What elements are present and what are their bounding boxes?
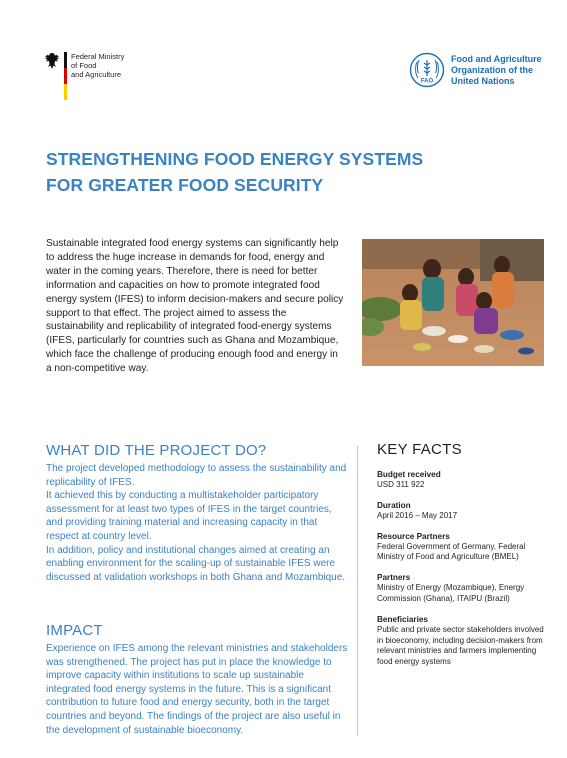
intro-paragraph: Sustainable integrated food energy systems can significantly help to address the huge increase in demands for food, energy and water in the coming years. Therefore, there is need for better information and capacities on how to promote integrated food energy system (IFES) to inform decision-makers and secure policy support to that effect. The project aimed to assess the sustainability and replicability of integrated food-energy systems (IFES, particularly for countries such as Ghana and Mozambique, which face the challenge of producing enough food and energy in a non-competitive way. [46,238,344,375]
key-facts-heading: KEY FACTS [377,441,462,458]
key-fact-label: Budget received [377,470,441,479]
key-fact-duration [377,500,552,522]
svg-text:FAO: FAO [420,78,434,85]
key-fact-value: USD 311 922 [377,480,425,489]
what-paragraph-3: In addition, policy and institutional changes aimed at creating an enabling environment for the scaling-up of sustainable IFES were discussed at validation workshops in both Ghana and Mozambique. [46,544,346,583]
federal-eagle-icon [44,52,60,70]
key-fact-budget [377,469,552,491]
impact-section-body: Experience on IFES among the relevant ministries and stakeholders was strengthened. The project has put in place the knowledge to improve capacity within institutions to scale up sustainable integrated food energy systems in the future. This is a significant contribution to future food and energy security, both in the target countries and beyond. The findings of the project are also useful in the development of sustainable bioeconomy. [46,643,348,736]
bmel-name: Federal Ministry of Food and Agriculture [71,52,125,79]
key-fact-value: Ministry of Energy (Mozambique), Energy Commission (Ghana), ITAIPU (Brazil) [377,583,525,603]
page-title [46,146,506,198]
what-section-body [46,462,351,584]
key-fact-value: Public and private sector stakeholders involved in bioeconomy, including decision-makers from relevant ministries and farmers implementing food energy systems [377,624,544,667]
key-facts-panel [377,441,552,677]
section-heading-impact: IMPACT [46,622,103,639]
key-fact-partners [377,572,552,605]
key-fact-value: April 2016 – May 2017 [377,510,458,520]
fao-name: Food and Agriculture Organization of the United Nations [451,54,542,86]
key-fact-label: Duration [377,500,411,510]
key-fact-label: Partners [377,573,411,583]
title-line-2: FOR GREATER FOOD SECURITY [46,175,324,195]
section-heading-what: WHAT DID THE PROJECT DO? [46,442,267,459]
key-fact-value: Federal Government of Germany, Federal Ministry of Food and Agriculture (BMEL) [377,541,526,562]
fao-logo [409,52,559,92]
what-paragraph-2: It achieved this by conducting a multistakeholder participatory assessment for at least two types of IFES in the target countries, and providing training material and increasing capacity in that respect at country level. [46,490,332,542]
key-fact-label: Resource Partners [377,531,450,541]
bmel-logo [44,52,154,104]
what-paragraph-1: The project developed methodology to assess the sustainability and replicability of IFES. [46,463,347,488]
photo-women-with-food-bowls [362,239,544,366]
fao-emblem-icon [409,52,445,88]
german-flag-stripe [64,52,67,100]
key-fact-resource-partners [377,531,552,564]
project-photo [362,239,544,366]
title-line-1: STRENGTHENING FOOD ENERGY SYSTEMS [46,149,424,169]
column-divider [357,446,358,736]
key-fact-beneficiaries [377,614,552,668]
key-fact-label: Beneficiaries [377,614,428,624]
